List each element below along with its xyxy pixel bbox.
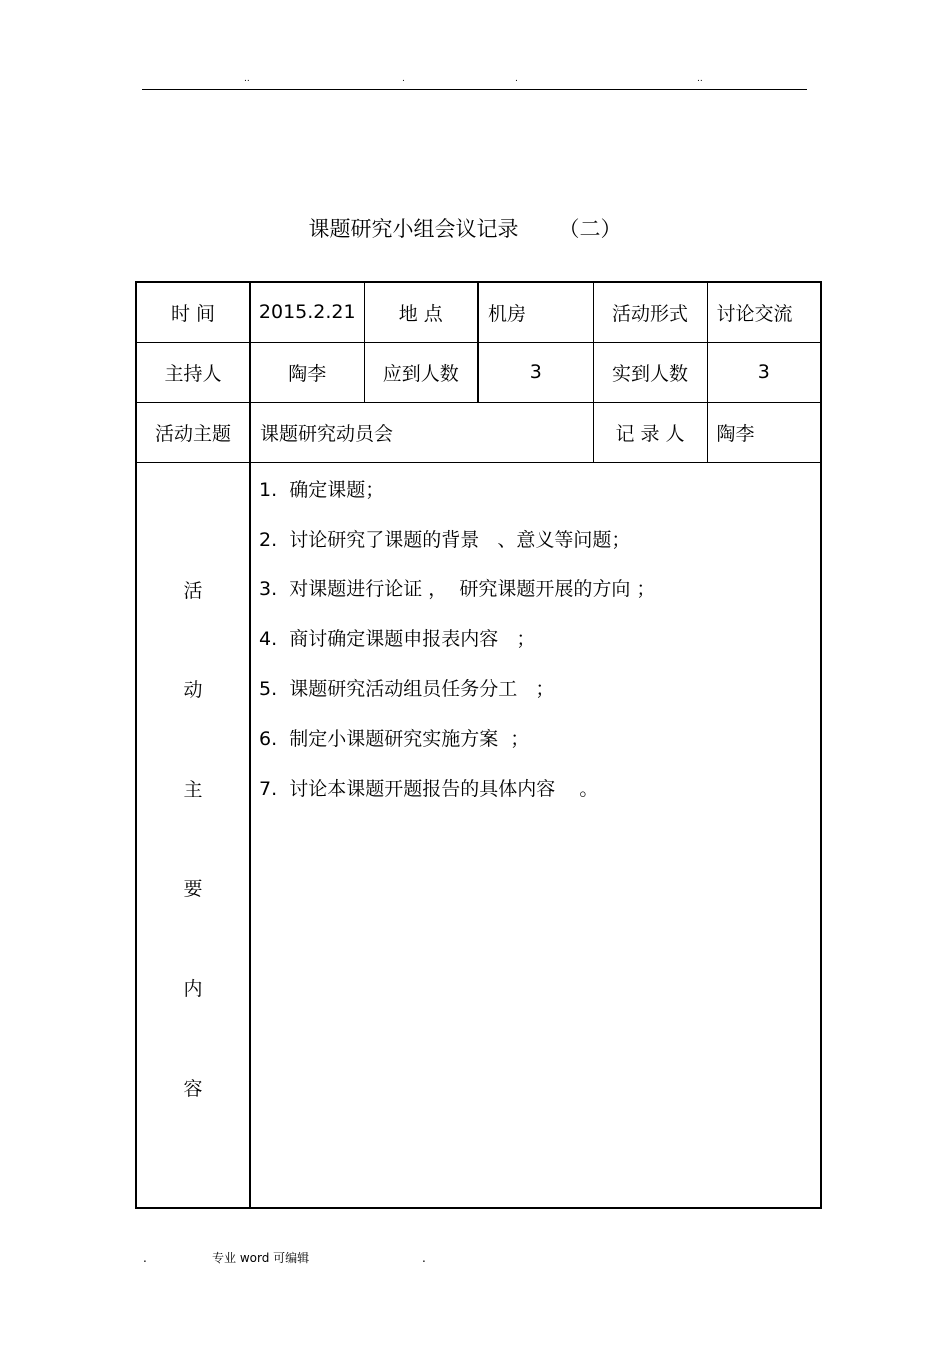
footer-right-dot: . (422, 1251, 426, 1265)
expected-count-value: 3 (478, 342, 593, 402)
content-cell (250, 462, 821, 1208)
place-label: 地 点 (364, 282, 478, 342)
document-title: 课题研究小组会议记录 （二） (308, 217, 622, 241)
content-label-char: 主 (183, 778, 203, 801)
form-label: 活动形式 (593, 282, 707, 342)
host-label: 主持人 (136, 342, 250, 402)
footer-left-dot: . (143, 1251, 147, 1265)
theme-label: 活动主题 (136, 402, 250, 462)
list-item: 6. 制定小课题研究实施方案 ； (259, 727, 530, 750)
content-label-char: 容 (183, 1077, 203, 1100)
form-value: 讨论交流 (707, 282, 821, 342)
list-item: 1. 确定课题； (259, 478, 385, 501)
theme-value: 课题研究动员会 (250, 402, 593, 462)
actual-count-value: 3 (707, 342, 821, 402)
content-label-char: 活 (183, 579, 203, 602)
header-dot: .. (244, 74, 250, 84)
expected-count-label: 应到人数 (364, 342, 478, 402)
host-value: 陶李 (250, 342, 364, 402)
content-label-char: 要 (183, 877, 203, 900)
header-dot: . (515, 74, 518, 84)
time-value: 2015.2.21 (250, 282, 364, 342)
list-item: 2. 讨论研究了课题的背景 、意义等问题； (259, 528, 631, 551)
recorder-value: 陶李 (707, 402, 821, 462)
content-label-cell (136, 462, 250, 1208)
list-item: 5. 课题研究活动组员任务分工 ； (259, 677, 555, 700)
time-label: 时 间 (136, 282, 250, 342)
content-label-char: 内 (183, 977, 203, 1000)
list-item: 3. 对课题进行论证 ， 研究课题开展的方向 ； (259, 577, 656, 600)
list-item: 7. 讨论本课题开题报告的具体内容 。 (259, 777, 599, 800)
meeting-record-table (135, 281, 822, 1209)
header-rule (142, 89, 807, 90)
header-dot: .. (697, 74, 703, 84)
place-value: 机房 (478, 282, 593, 342)
header-dot: . (402, 74, 405, 84)
recorder-label: 记 录 人 (593, 402, 707, 462)
list-item: 4. 商讨确定课题申报表内容 ； (259, 627, 536, 650)
content-label-char: 动 (183, 678, 203, 701)
footer-text: 专业 word 可编辑 (212, 1251, 310, 1265)
actual-count-label: 实到人数 (593, 342, 707, 402)
